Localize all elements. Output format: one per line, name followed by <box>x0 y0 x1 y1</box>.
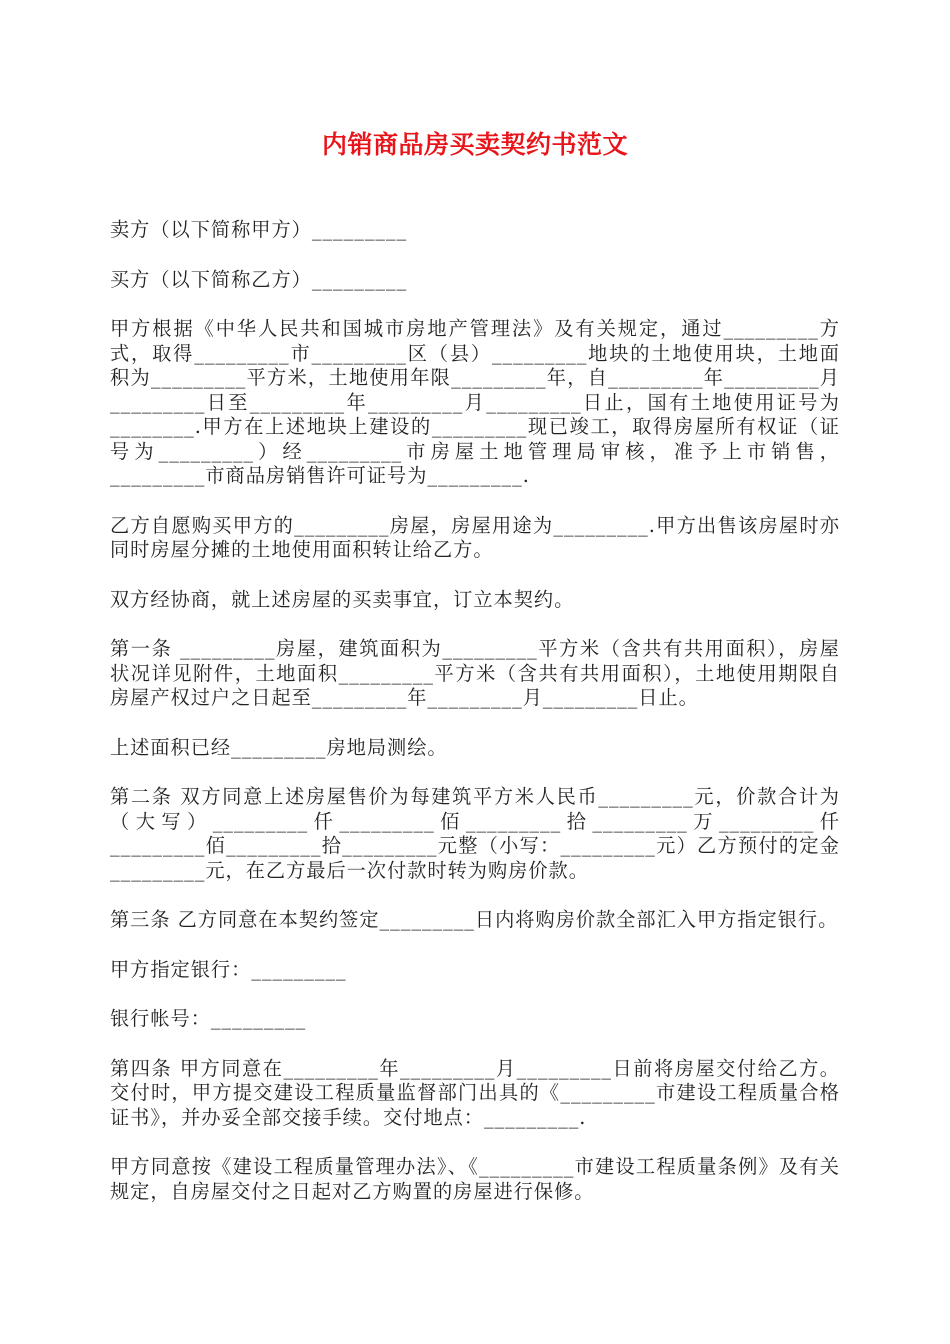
land-use-paragraph: 甲方根据《中华人民共和国城市房地产管理法》及有关规定，通过_________方式，取得_________市_________区（县）_________地块的土地使用块，土地面积为_________平方米，土地使用年限_________年，自_________年_________月_________日至_________年_________月_________日止，国有土地使用证号为________.甲方在上述地块上建设的_________现已竣工，取得房屋所有权证（证号为_________）经_________市房屋土地管理局审核，准予上市销售，_________市商品房销售许可证号为_________. <box>110 317 840 487</box>
buyer-line: 买方（以下简称乙方）_________ <box>110 267 408 291</box>
seller-line: 卖方（以下简称甲方）_________ <box>110 218 408 241</box>
purchase-paragraph: 乙方自愿购买甲方的_________房屋，房屋用途为_________.甲方出售该房屋时亦同时房屋分摊的土地使用面积转让给乙方。 <box>110 513 840 561</box>
bank-account-line: 银行帐号：_________ <box>110 1007 307 1030</box>
document-title: 内销商品房买卖契约书范文 <box>321 130 628 159</box>
article-4: 第四条 甲方同意在_________年_________月_________日前将房屋交付给乙方。交付时，甲方提交建设工程质量监督部门出具的《_________市建设工程质量合格证书》，并办妥全部交接手续。交付地点：_________. <box>110 1056 840 1129</box>
article-1: 第一条 _________房屋，建筑面积为_________平方米（含共有共用面积），房屋状况详见附件，土地面积_________平方米（含共有共用面积），土地使用期限自房屋产权过户之日起至_________年_________月_________日止。 <box>110 637 840 709</box>
designated-bank-line: 甲方指定银行：_________ <box>110 957 347 981</box>
article-2: 第二条 双方同意上述房屋售价为每建筑平方米人民币_________元，价款合计为（大写）_________仟_________佰_________拾_________万_________仟_________佰_________拾_________元整（小写：_________元）乙方预付的定金_________元，在乙方最后一次付款时转为购房价款。 <box>110 785 840 882</box>
warranty-paragraph: 甲方同意按《建设工程质量管理办法》、《_________市建设工程质量条例》及有关规定，自房屋交付之日起对乙方购置的房屋进行保修。 <box>110 1155 840 1203</box>
survey-line: 上述面积已经_________房地局测绘。 <box>110 735 448 759</box>
article-3: 第三条 乙方同意在本契约签定_________日内将购房价款全部汇入甲方指定银行。 <box>110 908 839 931</box>
agreement-paragraph: 双方经协商，就上述房屋的买卖事宜，订立本契约。 <box>110 587 575 611</box>
